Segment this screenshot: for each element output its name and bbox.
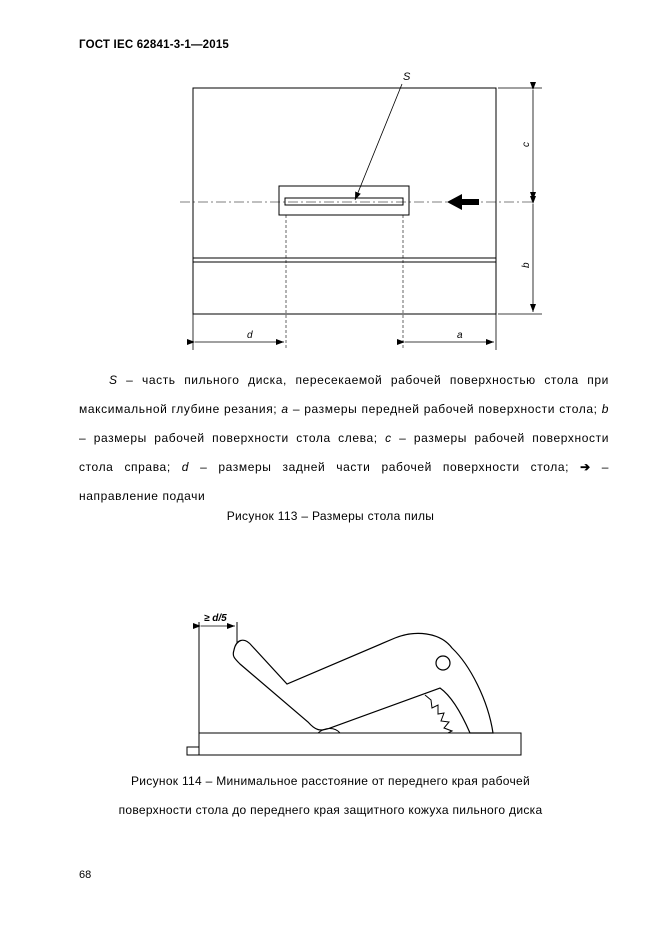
figure-114-title-line2: поверхности стола до переднего края защитного кожуха пильного диска — [118, 803, 543, 817]
blade-part-s — [285, 198, 403, 205]
saw-blade-teeth — [425, 695, 452, 733]
figure-113-legend: S – часть пильного диска, пересекаемой рабочей поверхностью стола при максимальной глубине резания; a – размеры передней рабочей поверхности стола; b – размеры рабочей поверхности стола слева; c – размеры рабочей поверхности стола справа; d – размеры задней части рабочей поверхности стола; ➔ – направление подачи — [79, 373, 610, 503]
feed-direction-arrow — [447, 194, 479, 210]
label-s: S — [403, 71, 411, 83]
label-d: d — [247, 330, 253, 341]
document-header: ГОСТ IEC 62841-3-1—2015 — [79, 39, 230, 51]
label-a: a — [457, 330, 463, 341]
label-b: b — [521, 262, 532, 268]
figure-113-title: Рисунок 113 – Размеры стола пилы — [226, 509, 435, 523]
figure-114-title-line1: Рисунок 114 – Минимальное расстояние от переднего края рабочей — [130, 774, 530, 788]
label-min-distance: ≥ d/5 — [204, 613, 227, 624]
page-number: 68 — [79, 869, 92, 881]
blade-slot — [279, 186, 409, 215]
figure-114-drawing — [187, 613, 521, 755]
label-c: c — [521, 142, 532, 147]
arrow-symbol: ➔ — [580, 460, 591, 474]
blade-guard — [233, 633, 493, 733]
